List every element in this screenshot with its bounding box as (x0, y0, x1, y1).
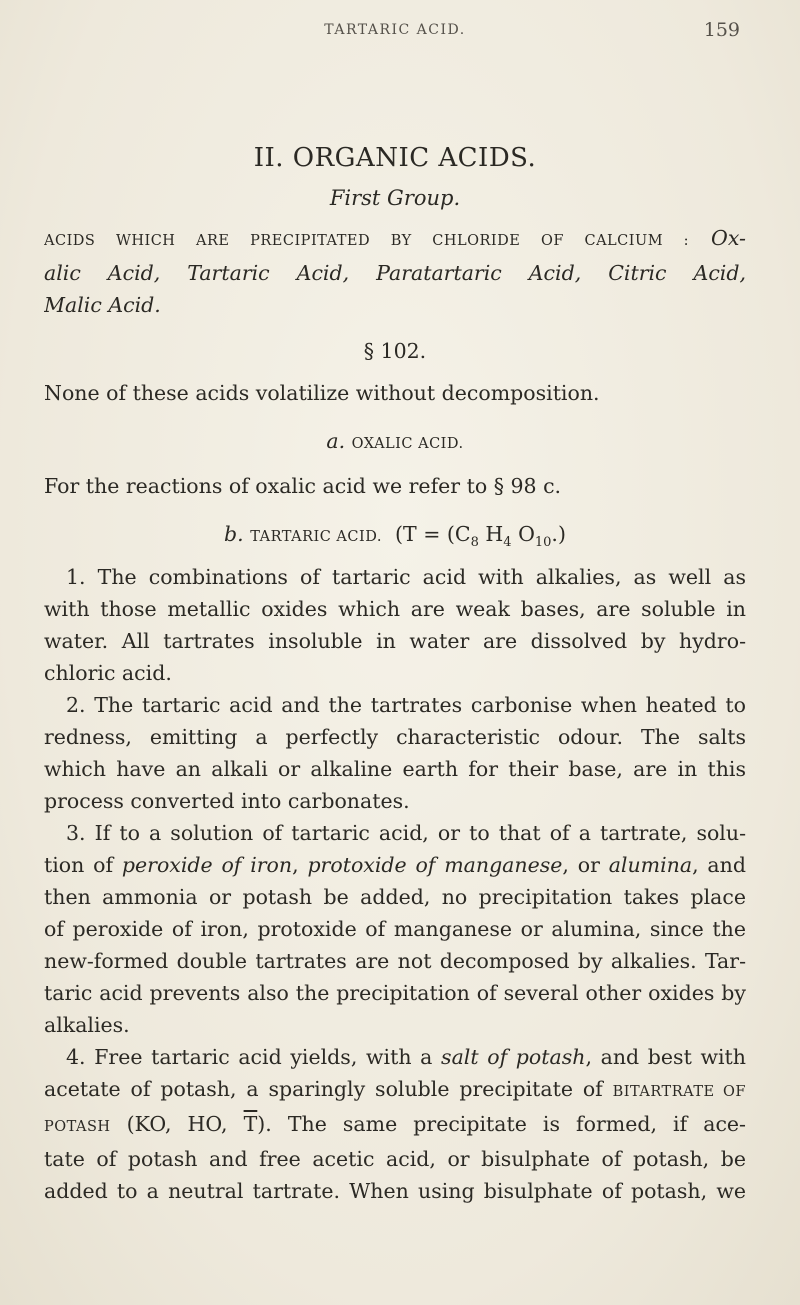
group-desc-line-3: Malic Acid. (44, 293, 161, 317)
subsection-a-text: For the reactions of oxalic acid we refer to § 98 c. (44, 474, 562, 498)
group-desc-line-2: alic Acid, Tartaric Acid, Paratartaric Acid, Citric Acid, (44, 261, 746, 285)
p2-line: 2. The tartaric acid and the tartrates carbonise when heated to (66, 693, 746, 718)
part-heading: II. ORGANIC ACIDS. (253, 143, 537, 173)
p3-line: tion of peroxide of iron, protoxide of manganese, or alumina, and (44, 853, 746, 878)
running-head-title: TARTARIC ACID. (324, 22, 466, 38)
page-number: 159 (703, 19, 740, 41)
p2-line: process converted into carbonates. (44, 789, 410, 814)
p1-line: with those metallic oxides which are weak bases, are soluble in (44, 597, 746, 622)
p3-line: 3. If to a solution of tartaric acid, or to that of a tartrate, solu- (66, 821, 746, 846)
p1-line: water. All tartrates insoluble in water are dissolved by hydro- (44, 629, 746, 654)
p3-line: then ammonia or potash be added, no precipitation takes place (44, 885, 746, 910)
paragraph-3 (44, 817, 746, 1041)
p2-line: which have an alkali or alkaline earth for their base, are in this (44, 757, 746, 782)
section-number: § 102. (363, 339, 427, 363)
group-heading: First Group. (329, 186, 461, 210)
subsection-b-heading: b. TARTARIC ACID. ($T = (C_8$ $H_4$ $O_{10}$.) (224, 522, 566, 551)
p1-line: chloric acid. (44, 661, 172, 686)
p3-line: alkalies. (44, 1013, 130, 1038)
p1-line: 1. The combinations of tartaric acid with alkalies, as well as (66, 565, 746, 590)
p4-line: 4. Free tartaric acid yields, with a salt of potash, and best with (66, 1045, 746, 1070)
p4-line: acetate of potash, a sparingly soluble precipitate of BITARTRATE OF (44, 1077, 746, 1102)
paragraph-4 (44, 1041, 746, 1207)
subsection-a-heading: a. OXALIC ACID. (326, 429, 464, 453)
tartaric-symbol: $\overline{T}$ (243, 1112, 258, 1137)
group-description (44, 222, 746, 321)
p4-line: added to a neutral tartrate. When using bisulphate of potash, we (44, 1179, 746, 1204)
group-desc-line-1: ACIDS WHICH ARE PRECIPITATED BY CHLORIDE OF CALCIUM : Ox- (44, 226, 746, 250)
p4-line: tate of potash and free acetic acid, or bisulphate of potash, be (44, 1147, 746, 1172)
p3-line: new-formed double tartrates are not decomposed by alkalies. Tar- (44, 949, 746, 974)
running-head (44, 18, 746, 46)
paragraph-1 (44, 561, 746, 689)
paragraph-2 (44, 689, 746, 817)
section-text: None of these acids volatilize without decomposition. (44, 381, 600, 405)
p3-line: taric acid prevents also the precipitation of several other oxides by (44, 981, 746, 1006)
p4-line: POTASH (KO, HO, $\overline{T}$). The same precipitate is formed, if ace- (44, 1112, 746, 1137)
p3-line: of peroxide of iron, protoxide of manganese or alumina, since the (44, 917, 746, 942)
page-content (44, 140, 746, 1207)
p2-line: redness, emitting a perfectly characteristic odour. The salts (44, 725, 746, 750)
formula: ($T = (C_8$ $H_4$ $O_{10}$.) (395, 522, 566, 551)
